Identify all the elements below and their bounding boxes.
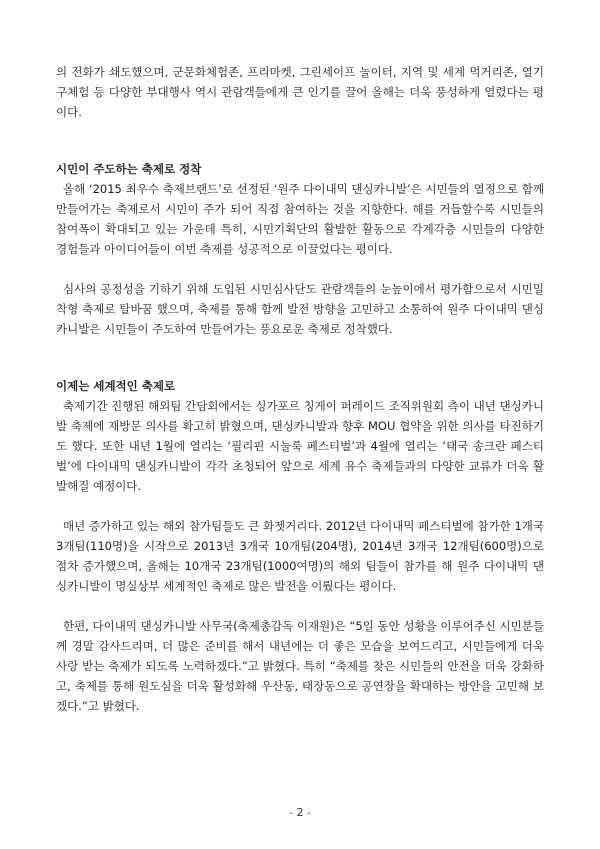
section-heading-global-festival: 이제는 세계적인 축제로 (56, 379, 176, 393)
section1-paragraph-1: 올해 ‘2015 최우수 축제브랜드’로 선정된 ‘원주 다이내믹 댄싱카니발’은 시민들의 열정으로 함께 만들어가는 축제로서 시민이 주가 되어 직접 참여하는 것을 지향한다. 해를 거듭할수록 시민들의 참여폭이 확대되고 있는 가운데 특히, 시민기획단의 활발한 활동으로 각계각층 시민들의 다양한 경험들과 아이디어들이 이번 축제를 성공적으로 이끌었다는 평이다. (56, 182, 544, 256)
section1-paragraph-2: 심사의 공정성을 기하기 위해 도입된 시민심사단도 관람객들의 눈높이에서 평가함으로서 시민밀착형 축제로 탈바꿈 했으며, 축제를 통해 함께 발전 방향을 고민하고 소통하여 원주 다이내믹 댄싱카니발은 시민들이 주도하여 만들어가는 풍요로운 축제로 정착했다. (56, 282, 544, 336)
intro-paragraph: 의 전화가 쇄도했으며, 군문화체험존, 프리마켓, 그린세이프 놀이터, 지역 및 세계 먹거리존, 열기구체험 등 다양한 부대행사 역시 관람객들에게 큰 인기를 끌어 올해는 더욱 풍성하게 열렸다는 평이다. (56, 65, 544, 119)
page-number: - 2 - (289, 806, 311, 819)
document-body (56, 62, 544, 716)
section2-paragraph-2: 매년 증가하고 있는 해외 참가팀들도 큰 화젯거리다. 2012년 다이내믹 페스티벌에 참가한 1개국 3개팀(110명)을 시작으로 2013년 3개국 10개팀(204명), 2014년 3개국 12개팀(600명)으로 점차 증가했으며, 올해는 10개국 23개팀(1000여명)의 해외 팀들이 참가를 해 원주 다이내믹 댄싱카니발이 명실상부 세계적인 축제로 많은 발전을 이뤘다는 평이다. (56, 519, 544, 593)
section2-paragraph-3: 한편, 다이내믹 댄싱카니발 사무국(축제총감독 이재원)은 “5일 동안 성황을 이루어주신 시민분들께 경말 감사드리며, 더 많은 준비를 해서 내년에는 더 좋은 모습을 보여드리고, 시민들에게 더욱 사랑 받는 축제가 되도록 노력하겠다.”고 밝혔다. 특히 “축제를 찾은 시민들의 안전을 더욱 강화하고, 축제를 통해 원도심을 더욱 활성화해 우산동, 태장동으로 공연장을 확대하는 방안을 고민해 보겠다.”고 밝혔다. (56, 619, 544, 713)
section-heading-citizen-led: 시민이 주도하는 축제로 정착 (56, 162, 202, 176)
section2-paragraph-1: 축제기간 진행된 해외팀 간담회에서는 싱가포르 칭게이 퍼레이드 조직위원회 측이 내년 댄싱카니발 축제에 재방문 의사를 확고히 밝혔으며, 댄싱카니발과 향후 MOU 협약을 위한 의사를 타진하기도 했다. 또한 내년 1월에 열리는 ‘필리핀 시눌룩 페스티벌’과 4월에 열리는 ‘태국 송크란 페스티벌’에 다이내믹 댄싱카니발이 각각 초청되어 앞으로 세계 유수 축제들과의 다양한 교류가 더욱 활발해질 예정이다. (56, 399, 544, 493)
